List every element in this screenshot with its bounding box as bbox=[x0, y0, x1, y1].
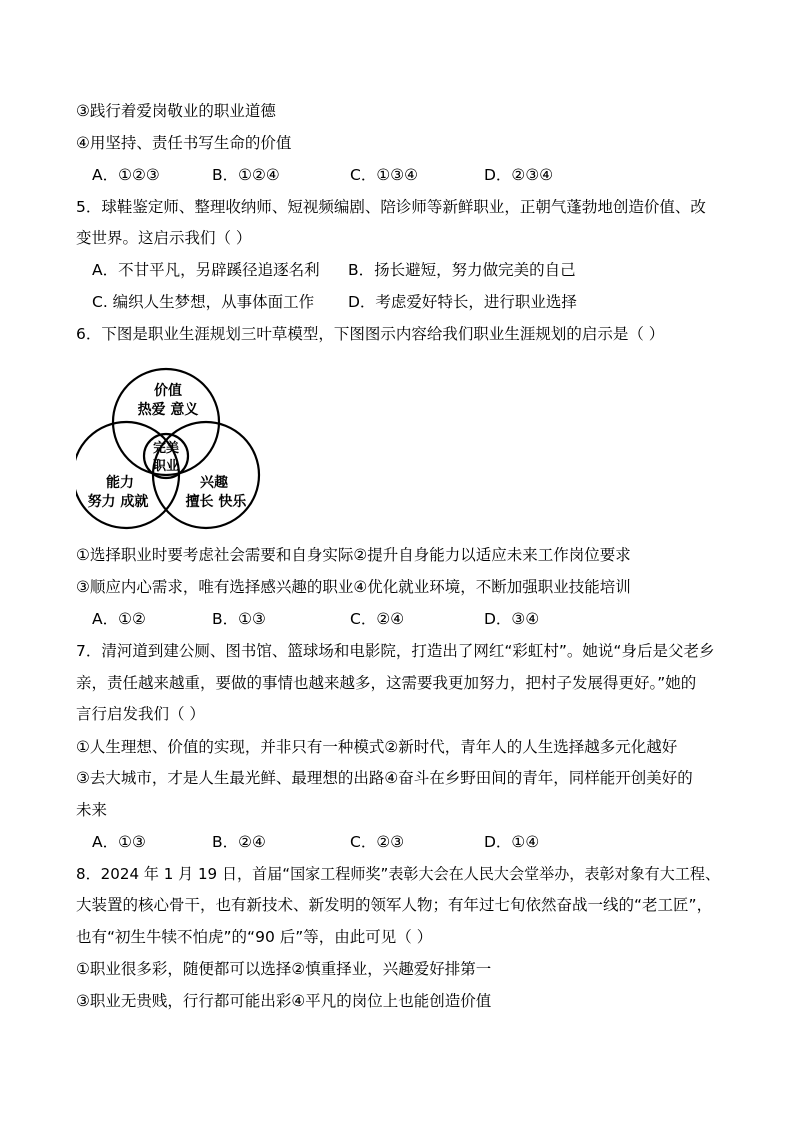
q7-stem-line-3: 言行启发我们（ ） bbox=[76, 705, 205, 723]
q7-option-a[interactable]: A．①③ bbox=[92, 833, 146, 851]
q4-option-b[interactable]: B．①②④ bbox=[212, 166, 280, 184]
q7-items-line-1: ①人生理想、价值的实现，并非只有一种模式②新时代，青年人的人生选择越多元化越好 bbox=[76, 738, 678, 756]
q7-items-line-2: ③去大城市，才是人生最光鲜、最理想的出路④奋斗在乡野田间的青年，同样能开创美好的 bbox=[76, 769, 693, 787]
q4-option-c[interactable]: C．①③④ bbox=[350, 166, 419, 184]
venn-top-sub: 热爱 意义 bbox=[137, 402, 199, 418]
venn-left-title: 能力 bbox=[106, 475, 134, 491]
q4-option-a[interactable]: A．①②③ bbox=[92, 166, 160, 184]
q6-stem: 6．下图是职业生涯规划三叶草模型，下图图示内容给我们职业生涯规划的启示是（ ） bbox=[76, 325, 665, 343]
q6-option-d[interactable]: D．③④ bbox=[484, 610, 540, 628]
q8-items-line-1: ①职业很多彩，随便都可以选择②慎重择业，兴趣爱好排第一 bbox=[76, 960, 492, 978]
venn-left-sub: 努力 成就 bbox=[87, 494, 149, 510]
venn-center-line-1: 完美 bbox=[152, 441, 180, 456]
q6-items-line-2: ③顺应内心需求，唯有选择感兴趣的职业④优化就业环境，不断加强职业技能培训 bbox=[76, 578, 631, 596]
q7-items-line-3: 未来 bbox=[76, 801, 108, 819]
q7-option-d[interactable]: D．①④ bbox=[484, 833, 540, 851]
q6-option-b[interactable]: B．①③ bbox=[212, 610, 266, 628]
venn-center-line-2: 职业 bbox=[152, 459, 180, 474]
q8-stem-line-3: 也有“初生牛犊不怕虎”的“90 后”等，由此可见（ ） bbox=[76, 928, 433, 946]
venn-top-title: 价值 bbox=[154, 383, 182, 399]
clover-venn-diagram bbox=[76, 362, 266, 532]
q5-option-b[interactable]: B．扬长避短，努力做完美的自己 bbox=[348, 261, 576, 279]
q7-option-c[interactable]: C．②③ bbox=[350, 833, 405, 851]
q8-items-line-2: ③职业无贵贱，行行都可能出彩④平凡的岗位上也能创造价值 bbox=[76, 992, 492, 1010]
q4-item-3: ③践行着爱岗敬业的职业道德 bbox=[76, 102, 276, 120]
q8-stem-line-2: 大装置的核心骨干，也有新技术、新发明的领军人物；有年过七旬依然奋战一线的“老工匠”， bbox=[76, 896, 713, 914]
venn-right-sub: 擅长 快乐 bbox=[185, 494, 247, 510]
q6-option-c[interactable]: C．②④ bbox=[350, 610, 405, 628]
q8-stem-line-1: 8．2024 年 1 月 19 日，首届“国家工程师奖”表彰大会在人民大会堂举办，表彰对象有大工程、 bbox=[76, 865, 721, 883]
q5-option-c[interactable]: C. 编织人生梦想，从事体面工作 bbox=[92, 293, 315, 311]
venn-right-title: 兴趣 bbox=[200, 475, 228, 491]
q4-option-d[interactable]: D．②③④ bbox=[484, 166, 554, 184]
q5-stem-line-2: 变世界。这启示我们（ ） bbox=[76, 229, 252, 247]
q5-option-a[interactable]: A．不甘平凡，另辟蹊径追逐名利 bbox=[92, 261, 320, 279]
q6-items-line-1: ①选择职业时要考虑社会需要和自身实际②提升自身能力以适应未来工作岗位要求 bbox=[76, 546, 631, 564]
q6-option-a[interactable]: A．①② bbox=[92, 610, 146, 628]
q5-option-d[interactable]: D．考虑爱好特长，进行职业选择 bbox=[348, 293, 577, 311]
q7-stem-line-1: 7．清河道到建公厕、图书馆、篮球场和电影院，打造出了网红“彩虹村”。她说“身后是父老乡 bbox=[76, 642, 715, 660]
q7-option-b[interactable]: B．②④ bbox=[212, 833, 266, 851]
q4-item-4: ④用坚持、责任书写生命的价值 bbox=[76, 134, 292, 152]
q5-stem-line-1: 5．球鞋鉴定师、整理收纳师、短视频编剧、陪诊师等新鲜职业，正朝气蓬勃地创造价值、改 bbox=[76, 198, 706, 216]
q7-stem-line-2: 亲，责任越来越重，要做的事情也越来越多，这需要我更加努力，把村子发展得更好。”她的 bbox=[76, 674, 697, 692]
